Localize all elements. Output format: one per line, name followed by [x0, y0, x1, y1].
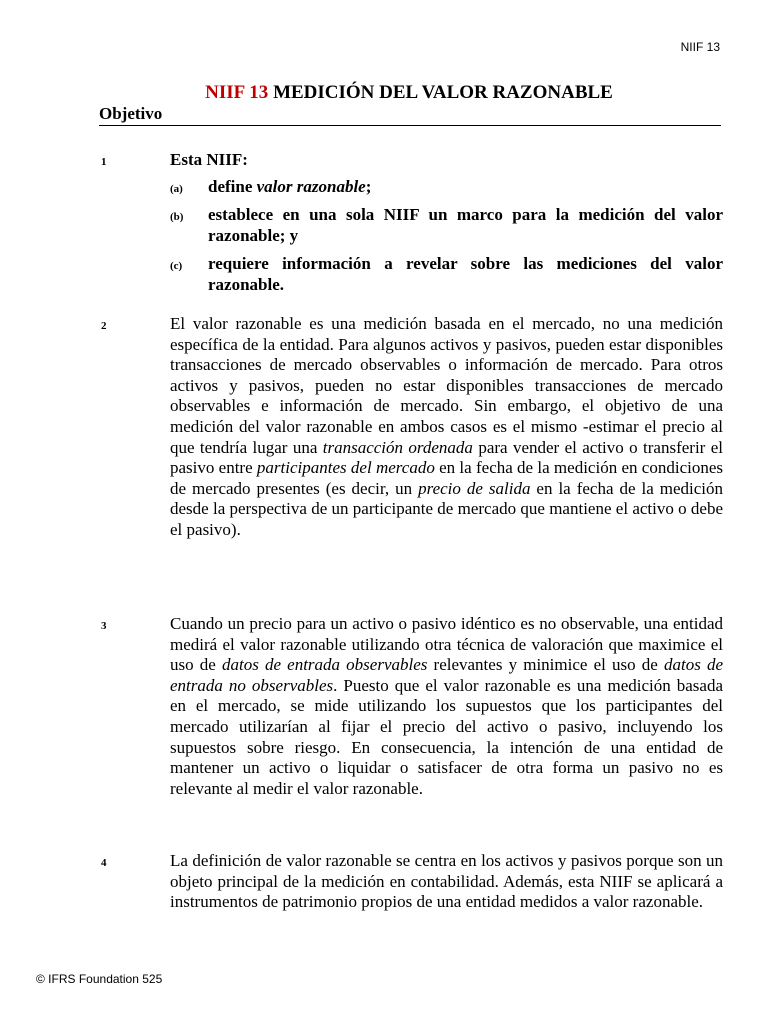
- list-item: (c) requiere información a revelar sobre las mediciones del valor razonable.: [170, 254, 723, 294]
- running-header: NIIF 13: [680, 40, 720, 54]
- standard-name: MEDICIÓN DEL VALOR RAZONABLE: [273, 82, 613, 103]
- paragraph-3: [101, 614, 723, 799]
- paragraph-number: 2: [101, 320, 107, 332]
- page-footer: © IFRS Foundation 525: [36, 972, 163, 986]
- list-label: (a): [170, 182, 183, 195]
- paragraph-text: La definición de valor razonable se centra en los activos y pasivos porque son un objeto principal de la medición en contabilidad. Además, esta NIIF se aplicará a instrumentos de patrimonio propios de una entidad medidos a valor razonable.: [170, 851, 723, 912]
- list-item: (a) define valor razonable;: [170, 177, 723, 198]
- standard-code: NIIF 13: [205, 82, 269, 103]
- paragraph-4: [101, 851, 723, 913]
- paragraph-2: [101, 314, 723, 541]
- paragraph-text: Cuando un precio para un activo o pasivo idéntico es no observable, una entidad medirá el valor razonable utilizando otra técnica de valoración que maximice el uso de datos de entrada observables relevantes y minimice el uso de datos de entrada no observables. Puesto que el valor razonable es una medición basada en el mercado, se mide utilizando los supuestos que los participantes del mercado utilizarían al fijar el precio del activo o pasivo, incluyendo los supuestos sobre riesgo. En consecuencia, la intención de una entidad de mantener un activo o liquidar o satisfacer de otra forma un pasivo no es relevante al medir el valor razonable.: [170, 614, 724, 798]
- paragraph-number: 3: [101, 620, 107, 632]
- list-label: (b): [170, 211, 184, 224]
- paragraph-text: El valor razonable es una medición basada en el mercado, no una medición específica de la entidad. Para algunos activos y pasivos, pueden estar disponibles transacciones de mercado observables o información de mercado. Para otros activos y pasivos, pueden no estar disponibles transacciones de mercado observables e información de mercado. Sin embargo, el objetivo de una medición del valor razonable en ambos casos es el mismo -estimar el precio al que tendría lugar una transacción ordenada para vender el activo o transferir el pasivo entre participantes del mercado en la fecha de la medición en condiciones de mercado presentes (es decir, un precio de salida en la fecha de la medición desde la perspectiva de un participante de mercado que mantiene el activo o debe el pasivo).: [170, 314, 724, 539]
- list-label: (c): [170, 260, 183, 273]
- paragraph-number: 4: [101, 857, 107, 869]
- list-item: (b) establece en una sola NIIF un marco para la medición del valor razonable; y: [170, 205, 723, 245]
- page-title: [0, 82, 768, 104]
- section-heading: Objetivo: [99, 104, 721, 126]
- paragraph-number: 1: [101, 156, 107, 168]
- paragraph-1: [101, 150, 723, 296]
- paragraph-lead: Esta NIIF:: [170, 150, 248, 169]
